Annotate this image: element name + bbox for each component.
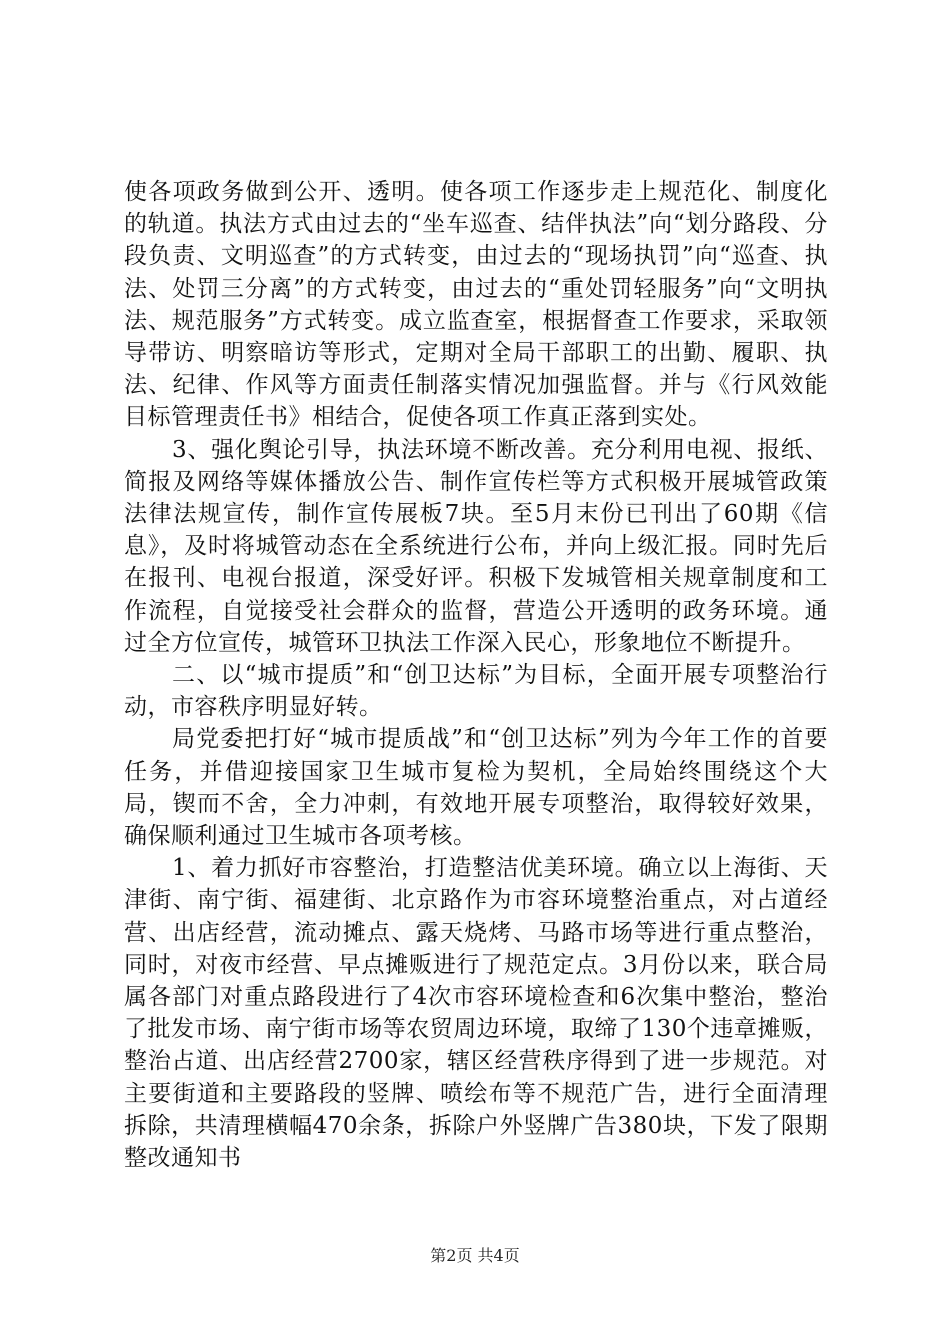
page-number-footer: 第2页 共4页: [430, 1246, 520, 1265]
paragraph-4: 局党委把打好“城市提质战”和“创卫达标”列为今年工作的首要任务，并借迎接国家卫生城市复检为契机，全局始终围绕这个大局，锲而不舍，全力冲刺，有效地开展专项整治，取得较好效果，确保顺利通过卫生城市各项考核。: [124, 726, 828, 850]
paragraph-5: 1、着力抓好市容整治，打造整洁优美环境。确立以上海街、天津街、南宁街、福建街、北京路作为市容环境整治重点，对占道经营、出店经营，流动摊点、露天烧烤、马路市场等进行重点整治，同时，对夜市经营、早点摊贩进行了规范定点。3月份以来，联合局属各部门对重点路段进行了4次市容环境检查和6次集中整治，整治了批发市场、南宁街市场等农贸周边环境，取缔了130个违章摊贩，整治占道、出店经营2700家，辖区经营秩序得到了进一步规范。对主要街道和主要路段的竖牌、喷绘布等不规范广告，进行全面清理拆除，共清理横幅470余条，拆除户外竖牌广告380块，下发了限期整改通知书: [124, 855, 828, 1172]
paragraph-2: 3、强化舆论引导，执法环境不断改善。充分利用电视、报纸、简报及网络等媒体播放公告、制作宣传栏等方式积极开展城管政策法律法规宣传，制作宣传展板7块。至5月末份已刊出了60期《信息》，及时将城管动态在全系统进行公布，并向上级汇报。同时先后在报刊、电视台报道，深受好评。积极下发城管相关规章制度和工作流程，自觉接受社会群众的监督，营造公开透明的政务环境。通过全方位宣传，城管环卫执法工作深入民心，形象地位不断提升。: [124, 436, 828, 656]
document-body: [124, 176, 828, 1174]
paragraph-1: 使各项政务做到公开、透明。使各项工作逐步走上规范化、制度化的轨道。执法方式由过去的“坐车巡查、结伴执法”向“划分路段、分段负责、文明巡查”的方式转变，由过去的“现场执罚”向“巡查、执法、处罚三分离”的方式转变，由过去的“重处罚轻服务”向“文明执法、规范服务”方式转变。成立监查室，根据督查工作要求，采取领导带访、明察暗访等形式，定期对全局干部职工的出勤、履职、执法、纪律、作风等方面责任制落实情况加强监督。并与《行风效能目标管理责任书》相结合，促使各项工作真正落到实处。: [124, 179, 828, 431]
paragraph-3-heading: 二、以“城市提质”和“创卫达标”为目标，全面开展专项整治行动，市容秩序明显好转。: [124, 662, 828, 721]
